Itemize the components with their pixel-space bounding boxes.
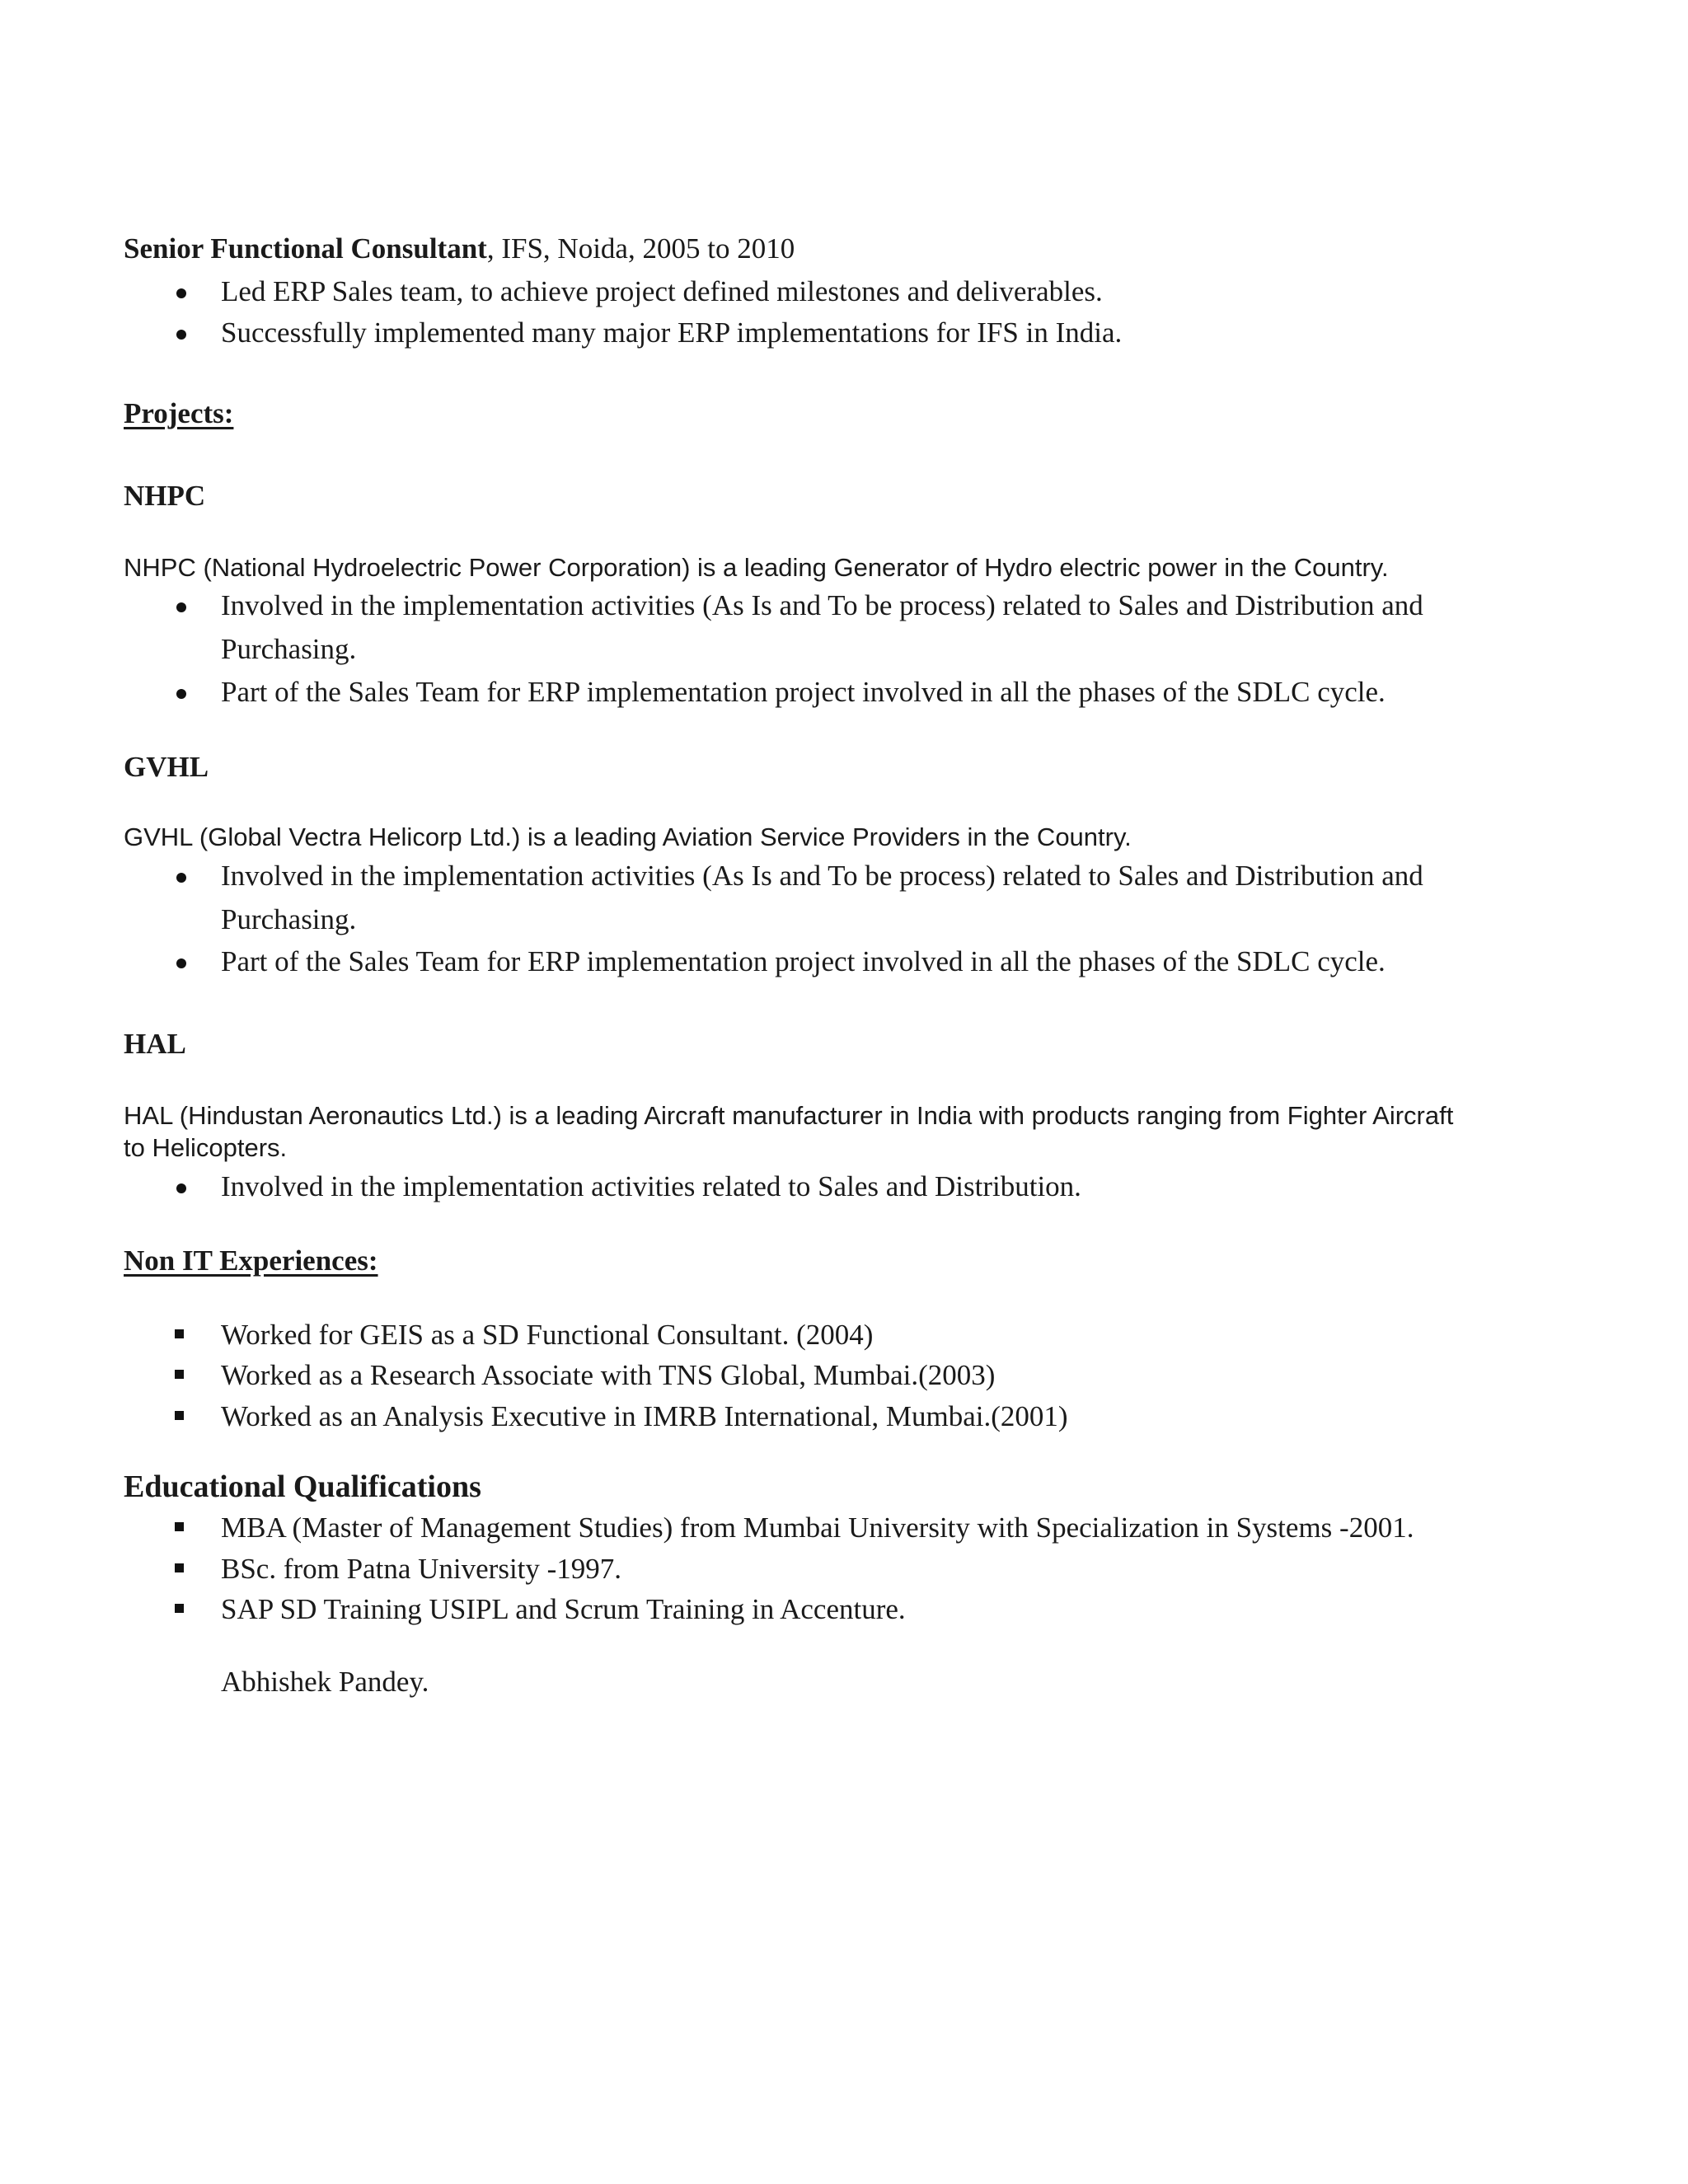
square-bullet-icon — [175, 1329, 184, 1338]
projects-heading: Projects: — [124, 397, 234, 429]
square-bullet-icon — [175, 1604, 184, 1613]
square-bullet-icon — [175, 1411, 184, 1420]
bullet-dot-icon — [176, 958, 186, 968]
project-description-hal: HAL (Hindustan Aeronautics Ltd.) is a leading Aircraft manufacturer in India with products ranging from Fighter Aircraft — [124, 1101, 1454, 1130]
bullet-dot-icon — [176, 689, 186, 699]
job-bullet: Led ERP Sales team, to achieve project defined milestones and deliverables. — [221, 275, 1103, 307]
project-bullet: Part of the Sales Team for ERP implementation project involved in all the phases of the SDLC cycle. — [221, 676, 1386, 708]
bullet-dot-icon — [176, 330, 186, 340]
non-it-item: Worked as an Analysis Executive in IMRB International, Mumbai.(2001) — [221, 1400, 1068, 1432]
non-it-item: Worked as a Research Associate with TNS Global, Mumbai.(2003) — [221, 1359, 996, 1391]
project-description-hal: to Helicopters. — [124, 1133, 288, 1162]
bullet-dot-icon — [176, 602, 186, 612]
project-name-nhpc: NHPC — [124, 480, 206, 512]
bullet-dot-icon — [176, 288, 186, 298]
square-bullet-icon — [175, 1370, 184, 1379]
project-description-gvhl: GVHL (Global Vectra Helicorp Ltd.) is a leading Aviation Service Providers in the Country. — [124, 823, 1132, 851]
education-item: SAP SD Training USIPL and Scrum Training in Accenture. — [221, 1593, 906, 1625]
project-description-nhpc: NHPC (National Hydroelectric Power Corporation) is a leading Generator of Hydro electric power in the Country. — [124, 553, 1389, 582]
project-name-hal: HAL — [124, 1028, 186, 1060]
square-bullet-icon — [175, 1563, 184, 1572]
project-bullet-line: Involved in the implementation activities (As Is and To be process) related to Sales and Distribution and — [221, 589, 1423, 621]
square-bullet-icon — [175, 1522, 184, 1531]
job-header — [124, 232, 795, 265]
job-title: Senior Functional Consultant — [124, 232, 487, 265]
project-bullet: Involved in the implementation activities related to Sales and Distribution. — [221, 1170, 1081, 1202]
education-item: BSc. from Patna University -1997. — [221, 1553, 622, 1585]
bullet-dot-icon — [176, 1183, 186, 1193]
education-item: MBA (Master of Management Studies) from Mumbai University with Specialization in Systems -2001. — [221, 1511, 1414, 1544]
non-it-item: Worked for GEIS as a SD Functional Consultant. (2004) — [221, 1319, 874, 1351]
bullet-dot-icon — [176, 873, 186, 883]
project-bullet-line: Purchasing. — [221, 903, 357, 935]
education-heading: Educational Qualifications — [124, 1469, 481, 1504]
project-name-gvhl: GVHL — [124, 751, 209, 783]
project-bullet: Part of the Sales Team for ERP implementation project involved in all the phases of the SDLC cycle. — [221, 945, 1386, 977]
project-bullet-line: Purchasing. — [221, 633, 357, 665]
job-details: , IFS, Noida, 2005 to 2010 — [486, 232, 795, 265]
non-it-heading: Non IT Experiences: — [124, 1244, 378, 1277]
signature-name: Abhishek Pandey. — [221, 1666, 429, 1698]
job-bullet: Successfully implemented many major ERP implementations for IFS in India. — [221, 316, 1123, 349]
project-bullet-line: Involved in the implementation activities (As Is and To be process) related to Sales and Distribution and — [221, 860, 1423, 892]
